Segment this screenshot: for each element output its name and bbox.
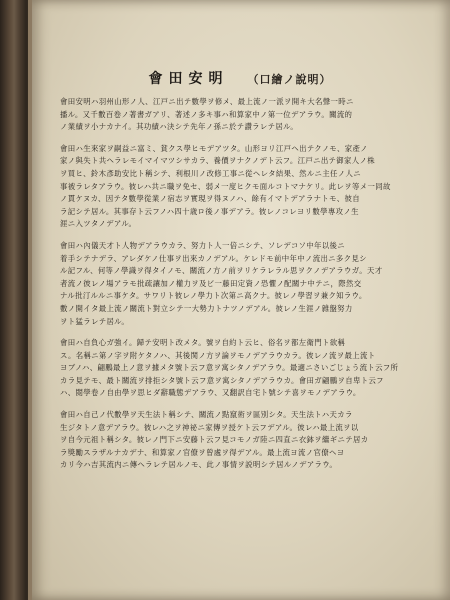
text-line: ナル批汀ルルニ事ケタ。サワリト彼レノ學力ト次第ニ高クナ。彼レノ學習ヲ兼ク知ラウ。 bbox=[60, 291, 367, 301]
text-line: ノ貫ケヌカ、因テタ數學從業ノ宿志ヲ實現ヲ得ヌノハ、餘有イマトデアラナトモ、彼自 bbox=[60, 194, 360, 204]
text-line: ハ、閲學卷ノ自由學ヲ思ヒダ辭職態デアラウ、又翻訳自宅ト號シテ喜ヲモノデアラウ。 bbox=[60, 388, 361, 398]
text-line: ラ記シテ居ル。其事存ト云フノハ四十歳ロ後ノ事デアラ。彼レノコレヨリ數學專攻ノ生 bbox=[60, 206, 359, 216]
text-line: 會田安明ハ羽州山形ノ人、江戸ニ出テ數學ヲ修メ、最上流ノ一派ヲ開キ大名聲一時ニ bbox=[60, 97, 354, 106]
paragraph bbox=[60, 240, 428, 328]
text-line: ヲ買ヒ、鈴木彥助安比ト稱シテ、利根川ノ改修工事ニ從ヘレタ結果、然ルニ主任ノ人ニ bbox=[60, 168, 362, 178]
document-body bbox=[60, 96, 428, 481]
text-line: 事被ラレタアラウ。彼レハ共ニ職ヲ免セ、弱メ一度ヒクモ面ルコトマナケリ。此レヲ等メ一同故 bbox=[60, 181, 391, 191]
text-line: ス。名稱ニ第ノ字ヲ附ケタノハ、其後関ノ方ヲ論ヲモノデアラウカラ。彼レノ流ヲ最上流ト bbox=[60, 350, 376, 360]
text-line: ヨブノハ、翩鵬最上ノ意ヲ據メタ號ト云フ意ヲ寓シタノデアラウ。最適ニさいごじょう流ト云フ所 bbox=[60, 363, 399, 373]
text-line: ラ獎勵スラザルナカデナ、和算家ノ官僚ヲ曾處ヲ得デアル。最上流ヨ流ノ官僚ヘヨ bbox=[60, 447, 345, 457]
text-line: ヲト猛ラレテ居ル。 bbox=[60, 316, 130, 326]
page-edge bbox=[28, 0, 32, 600]
book-page bbox=[30, 0, 450, 600]
paragraph bbox=[60, 337, 428, 400]
text-line: 家ノ與失ト共ヘラレモイマイマツシサカラ、養價ヲナクノデト云フ。江戸ニ出テ御家人ノ株 bbox=[60, 156, 376, 166]
text-line: ル記フル、何等ノ學識ヲ得タイノモ、關流ノ方ノ前ヲリケラレラル思ヲクノデアラウガ。天才 bbox=[60, 266, 383, 276]
text-line: 着手シテナデラ、アレダケノ仕事ヲ出來カノデアル。ケレドモ前中年中ノ流出ニ多ク見シ bbox=[60, 253, 367, 263]
paragraph bbox=[60, 409, 428, 472]
text-line: 涯ニ入ツタノデアル。 bbox=[60, 219, 137, 229]
text-line: ノ業績ヲ小ナカナイ。其功績ハ決シテ先年ノ孫ニ於テ讚ラレテ居ル。 bbox=[60, 122, 299, 132]
title-row bbox=[30, 68, 450, 88]
text-line: 會田ハ生來家ヲ嗣益ニ富ミ、貧クス學ヒモデアツタ。山形ヨリ江戸ヘ出テクノモ、家產ノ bbox=[60, 143, 368, 153]
paragraph bbox=[60, 96, 428, 134]
text-line: 者流ノ彼レノ場アラモ批疏讓加ノ權力ヲ及ビ一藤田定資ノ恐懼ノ配關ナ中テニ，際然交 bbox=[60, 278, 362, 288]
text-line: ヲ自今元祖ト稱シタ。彼レノ門下ニ安藤ト云フ見コモノガ陸ニ四直ニ衣鉢ヲ繼ギニテ居カ bbox=[60, 435, 369, 445]
paragraph bbox=[60, 143, 428, 231]
text-line: 會田ハ自己ノ代數學ヲ天生法ト稱シテ、關流ノ點竄術ヲ區別シタ。天生法トハ天カラ bbox=[60, 410, 353, 420]
text-line: 會田ハ自負心ガ強イ。歸テ安明ト改メタ。號ヲ自約ト云ヒ、俗名ヲ都左衛門ト欲稱 bbox=[60, 338, 346, 348]
text-line: カラ見テモ、最ト關流ヲ排拒シタ號ト云フ意ヲ寓シタノデアラウカ。會田ガ翩鵬ヲ自卑ト云フ bbox=[60, 375, 384, 385]
text-line: 數ノ開イタ最上流ノ關流ト對立シテ一大勢力トナツノデアル。彼レノ生涯ノ雜盤努力 bbox=[60, 303, 353, 313]
document-subtitle: （口繪ノ說明） bbox=[247, 73, 332, 86]
text-line: カリ今ハ吉其流内ニ傳ヘラレテ居ルノモ、此ノ事情ヲ説明シテ居ルノデアラウ。 bbox=[60, 460, 338, 470]
text-line: 生ジタトノ意デアラウ。彼レハ之ヲ神祕ニ家傳ヲ授ケト云フデアル。彼レハ最上流ヲ以 bbox=[60, 422, 359, 432]
text-line: 播ル。又千數百卷ノ著書ガアリ、著述ノ多キ事ハ和算家中ノ第一位デアラウ。關流的 bbox=[60, 109, 353, 119]
text-line: 會田ハ內儀天才ト人物デアラウカラ、努力ト人一倍ニシテ、ソレデコソ中年以後ニ bbox=[60, 240, 346, 250]
document-title: 會田安明 bbox=[148, 71, 229, 87]
